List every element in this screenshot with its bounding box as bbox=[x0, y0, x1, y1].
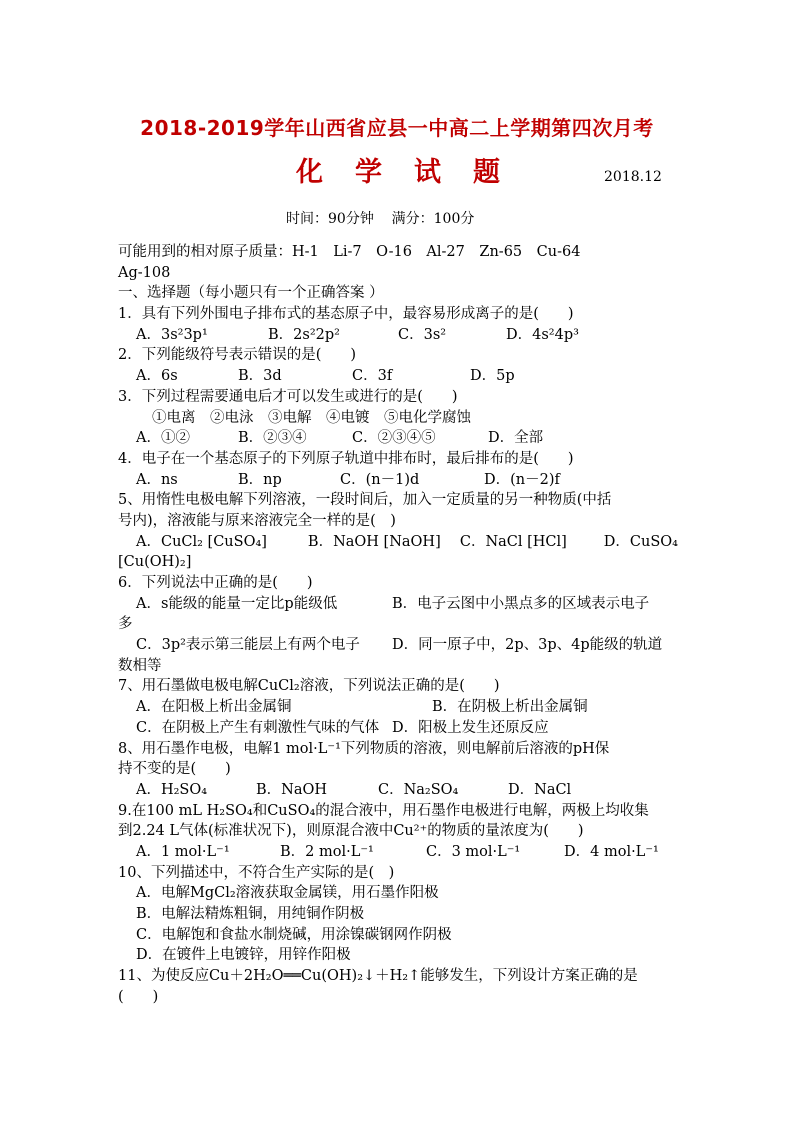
option-b-cont: 多 bbox=[118, 616, 133, 633]
option-d: D．在镀件上电镀锌，用锌作阳极 bbox=[136, 947, 351, 964]
question-6-stem: 6．下列说法中正确的是( ) bbox=[118, 575, 313, 591]
question-7-stem: 7、用石墨做电极电解CuCl₂溶液，下列说法正确的是( ) bbox=[118, 678, 500, 695]
option-c: C．②③④⑤ bbox=[352, 430, 436, 447]
question-9-stem-cont: 到2.24 L气体(标准状况下)，则原混合液中Cu²⁺的物质的量浓度为( ) bbox=[118, 823, 584, 840]
option-b: B．2s²2p² bbox=[268, 326, 340, 343]
option-d: D．同一原子中，2p、3p、4p能级的轨道 bbox=[392, 637, 663, 654]
option-d: D．4s²4p³ bbox=[506, 326, 579, 343]
option-a: A．ns bbox=[136, 471, 178, 488]
atomic-mass-line-cont: Ag-108 bbox=[118, 264, 171, 281]
time-score-row bbox=[286, 208, 474, 228]
subject-heading bbox=[296, 150, 532, 189]
option-c: C．Na₂SO₄ bbox=[378, 781, 459, 798]
option-a: A．在阳极上析出金属铜 bbox=[136, 699, 292, 716]
option-d: D．5p bbox=[470, 368, 515, 385]
section-heading: 一、选择题（每小题只有一个正确答案 ） bbox=[118, 285, 384, 302]
option-c: C．NaCl [HCl] bbox=[459, 533, 567, 550]
question-3-options bbox=[118, 428, 678, 449]
question-2-options bbox=[118, 366, 678, 387]
option-b: B．2 mol·L⁻¹ bbox=[280, 843, 374, 860]
question-9-options bbox=[118, 842, 678, 863]
question-5-stem: 5、用惰性电极电解下列溶液，一段时间后，加入一定质量的另一种物质(中括 bbox=[118, 492, 612, 509]
option-b: B．np bbox=[238, 471, 282, 488]
subject-char-2: 学 bbox=[355, 157, 382, 188]
question-4-options bbox=[118, 470, 678, 491]
exam-body bbox=[118, 242, 678, 1007]
question-3-items: ①电离 ②电泳 ③电解 ④电镀 ⑤电化学腐蚀 bbox=[152, 409, 471, 426]
option-d: D．CuSO₄ bbox=[603, 533, 678, 550]
option-b: B．NaOH [NaOH] bbox=[307, 533, 441, 550]
option-d: D．4 mol·L⁻¹ bbox=[564, 843, 659, 860]
question-2-stem: 2．下列能级符号表示错误的是( ) bbox=[118, 347, 357, 364]
option-a: A．CuCl₂ [CuSO₄] bbox=[136, 533, 267, 550]
question-9-stem: 9.在100 mL H₂SO₄和CuSO₄的混合液中，用石墨作电极进行电解，两极上均收集 bbox=[118, 802, 649, 819]
question-7-options-cd bbox=[118, 718, 678, 739]
question-10-stem: 10、下列描述中，不符合生产实际的是( ) bbox=[118, 864, 395, 881]
subject-char-1: 化 bbox=[296, 157, 323, 188]
option-b: B．3d bbox=[238, 368, 282, 385]
question-1-stem: 1．具有下列外围电子排布式的基态原子中，最容易形成离子的是( ) bbox=[118, 306, 574, 323]
option-b: B．②③④ bbox=[238, 430, 307, 447]
atomic-mass-line: 可能用到的相对原子质量：H-1 Li-7 O-16 Al-27 Zn-65 Cu-64 bbox=[118, 244, 581, 260]
question-1-options bbox=[118, 325, 678, 346]
question-5-stem-cont: 号内)，溶液能与原来溶液完全一样的是( ) bbox=[118, 512, 396, 529]
question-3-stem: 3．下列过程需要通电后才可以发生或进行的是( ) bbox=[118, 388, 458, 405]
option-b: B．NaOH bbox=[256, 781, 328, 798]
option-c: C．(n－1)d bbox=[340, 471, 420, 488]
question-5-options bbox=[118, 532, 678, 553]
question-4-stem: 4．电子在一个基态原子的下列原子轨道中排布时，最后排布的是( ) bbox=[118, 450, 574, 467]
score-label: 满分：100分 bbox=[391, 211, 475, 227]
question-6-options-cd bbox=[118, 635, 678, 656]
option-a: A．1 mol·L⁻¹ bbox=[136, 843, 230, 860]
question-5-option-d-cont: [Cu(OH)₂] bbox=[118, 554, 192, 571]
option-c: C．3p²表示第三能层上有两个电子 bbox=[136, 637, 360, 654]
option-c: C．3 mol·L⁻¹ bbox=[426, 843, 521, 860]
option-d-cont: 数相等 bbox=[118, 657, 162, 674]
option-b: B．在阴极上析出金属铜 bbox=[432, 699, 588, 716]
option-a: A．①② bbox=[136, 430, 190, 447]
time-label: 时间：90分钟 bbox=[286, 211, 374, 227]
question-11-stem-cont: ( ) bbox=[118, 988, 159, 1005]
exam-title: 2018-2019学年山西省应县一中高二上学期第四次月考 bbox=[140, 116, 654, 140]
subject-char-4: 题 bbox=[473, 157, 500, 188]
question-6-options-ab bbox=[118, 594, 678, 615]
question-8-stem: 8、用石墨作电极，电解1 mol·L⁻¹下列物质的溶液，则电解前后溶液的pH保 bbox=[118, 740, 610, 757]
option-c: C．电解饱和食盐水制烧碱，用涂镍碳钢网作阴极 bbox=[136, 926, 452, 943]
option-d: D．阳极上发生还原反应 bbox=[392, 719, 549, 736]
option-b: B．电解法精炼粗铜，用纯铜作阴极 bbox=[136, 906, 365, 922]
option-a: A．3s²3p¹ bbox=[136, 326, 208, 343]
option-a: A．H₂SO₄ bbox=[136, 781, 208, 798]
option-c: C．在阴极上产生有刺激性气味的气体 bbox=[136, 719, 380, 736]
exam-date: 2018.12 bbox=[604, 169, 662, 185]
option-a: A．电解MgCl₂溶液获取金属镁，用石墨作阳极 bbox=[136, 885, 439, 902]
option-d: D．NaCl bbox=[508, 781, 572, 798]
question-7-options-ab bbox=[118, 697, 678, 718]
option-a: A．s能级的能量一定比p能级低 bbox=[136, 595, 338, 612]
option-d: D．全部 bbox=[488, 430, 544, 447]
subject-char-3: 试 bbox=[414, 157, 441, 188]
question-11-stem: 11、为使反应Cu＋2H₂O══Cu(OH)₂↓＋H₂↑能够发生，下列设计方案正确的是 bbox=[118, 968, 638, 985]
question-8-options bbox=[118, 780, 678, 801]
option-a: A．6s bbox=[136, 368, 178, 385]
option-d: D．(n－2)f bbox=[484, 471, 560, 488]
option-c: C．3s² bbox=[398, 326, 447, 343]
option-c: C．3f bbox=[352, 368, 393, 385]
question-8-stem-cont: 持不变的是( ) bbox=[118, 761, 231, 778]
option-b: B．电子云图中小黑点多的区域表示电子 bbox=[392, 595, 650, 612]
